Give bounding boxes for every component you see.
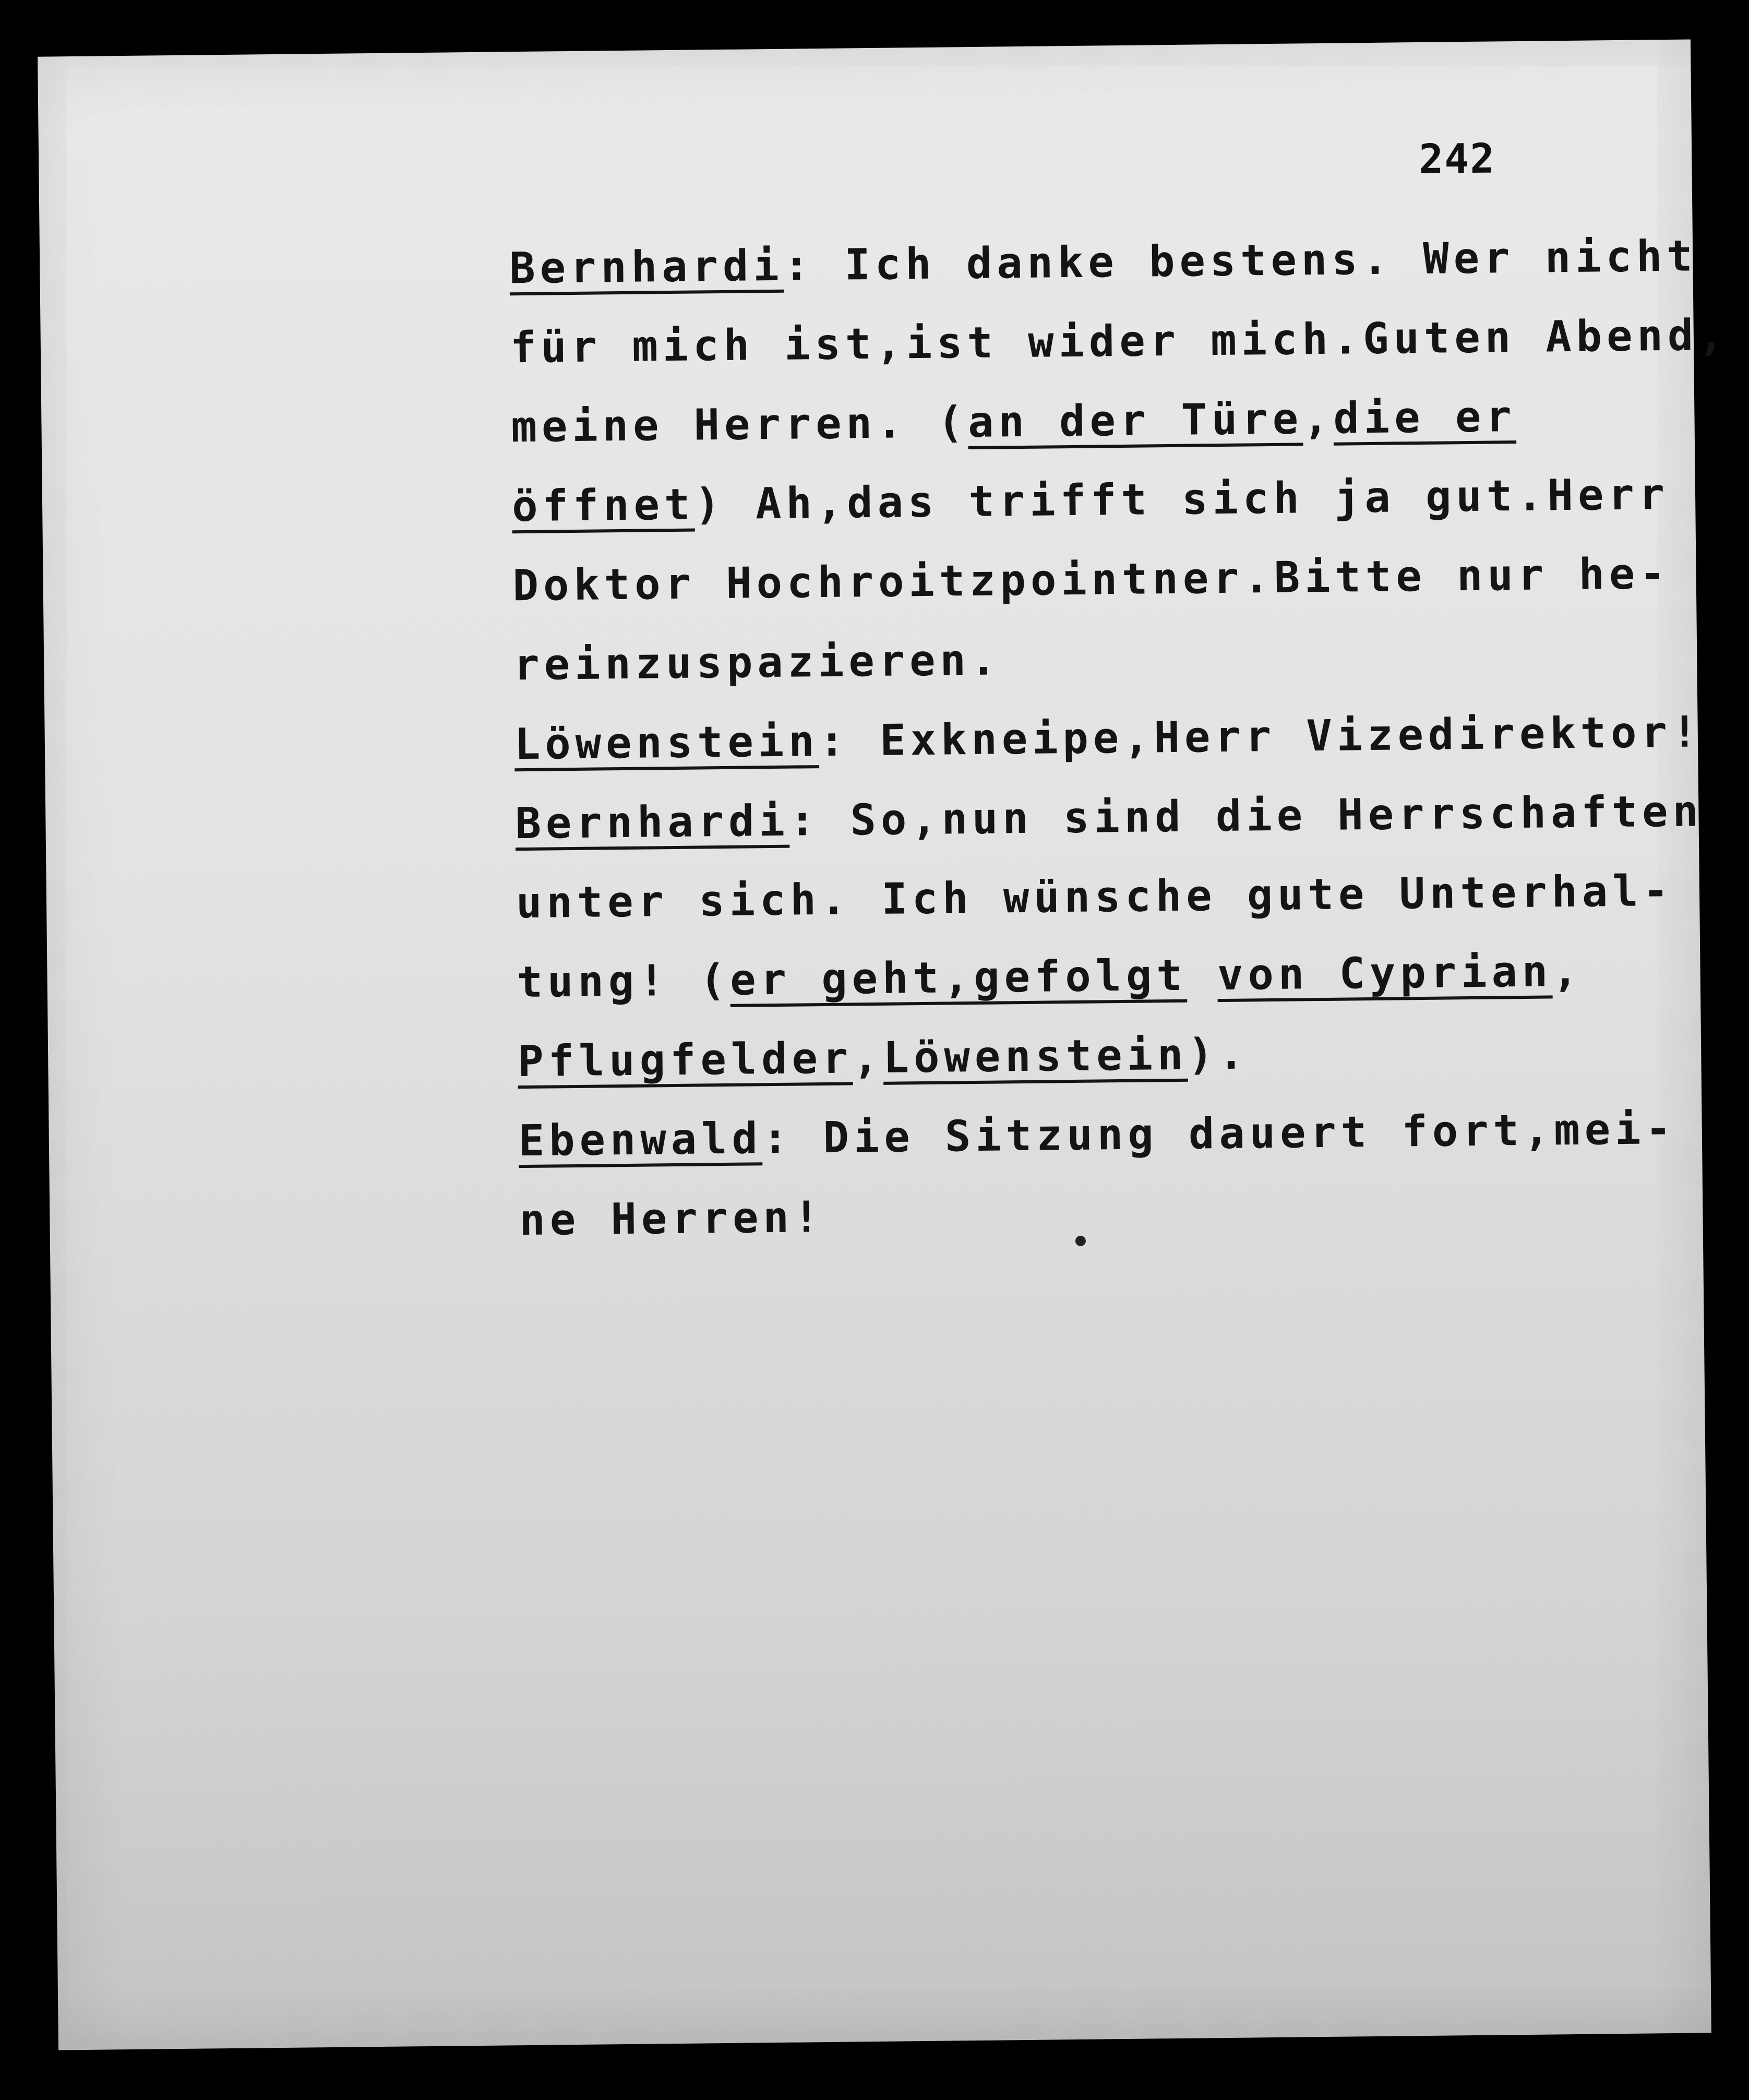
typescript-page bbox=[38, 40, 1729, 2050]
text-line bbox=[509, 218, 1698, 309]
underlined-segment: an der Türe bbox=[967, 394, 1303, 448]
text-segment: für mich ist,ist wider mich.Guten Abend, bbox=[510, 310, 1729, 373]
text-segment: , bbox=[1302, 393, 1334, 444]
text-segment: : So,nun sind die Herrschaften bbox=[789, 786, 1704, 846]
text-line bbox=[511, 456, 1670, 547]
text-line bbox=[518, 1090, 1676, 1182]
text-segment: ) Ah,das trifft sich ja gut.Herr bbox=[694, 469, 1670, 530]
text-segment: tung! ( bbox=[517, 955, 730, 1008]
underlined-segment: Bernhardi bbox=[515, 796, 790, 849]
text-segment: : Ich danke bestens. Wer nicht bbox=[783, 231, 1698, 291]
underlined-segment: er geht,gefolgt bbox=[729, 950, 1188, 1005]
text-segment: meine Herren. ( bbox=[511, 398, 968, 452]
text-segment: : Exkneipe,Herr Vizedirektor! bbox=[819, 707, 1703, 767]
text-segment: : Die Sitzung dauert fort,mei- bbox=[762, 1104, 1676, 1164]
text-segment: , bbox=[1552, 946, 1584, 997]
underlined-segment: Pflugfelder bbox=[517, 1033, 853, 1087]
text-segment: ne Herren! bbox=[519, 1192, 824, 1246]
text-line bbox=[518, 1011, 1640, 1102]
underlined-segment: Löwenstein bbox=[883, 1030, 1188, 1083]
page-number: 242 bbox=[1418, 135, 1496, 183]
text-segment: Doktor Hochroitzpointner.Bitte nur he- bbox=[512, 548, 1671, 611]
underlined-segment: Löwenstein bbox=[514, 717, 820, 770]
text-line bbox=[514, 694, 1703, 785]
underlined-segment: Ebenwald bbox=[518, 1114, 763, 1166]
text-segment: ). bbox=[1187, 1029, 1249, 1080]
text-line bbox=[515, 773, 1704, 864]
text-line bbox=[516, 852, 1674, 944]
underlined-segment: Bernhardi bbox=[509, 241, 784, 294]
text-line bbox=[511, 376, 1633, 468]
typescript-body bbox=[509, 218, 1729, 1260]
underlined-segment: die er bbox=[1333, 392, 1517, 444]
text-segment: unter sich. Ich wünsche gute Unterhal- bbox=[516, 866, 1674, 928]
text-line bbox=[517, 932, 1639, 1023]
text-segment bbox=[1187, 950, 1217, 1000]
text-line bbox=[510, 297, 1729, 388]
text-segment: reinzuspazieren. bbox=[513, 635, 1001, 690]
text-line bbox=[519, 1170, 1642, 1261]
text-line bbox=[513, 614, 1636, 706]
text-segment: , bbox=[852, 1033, 884, 1083]
underlined-segment: öffnet bbox=[511, 480, 695, 532]
underlined-segment: von Cyprian bbox=[1217, 947, 1553, 1000]
ink-dot bbox=[1075, 1236, 1086, 1246]
text-line bbox=[512, 535, 1671, 626]
